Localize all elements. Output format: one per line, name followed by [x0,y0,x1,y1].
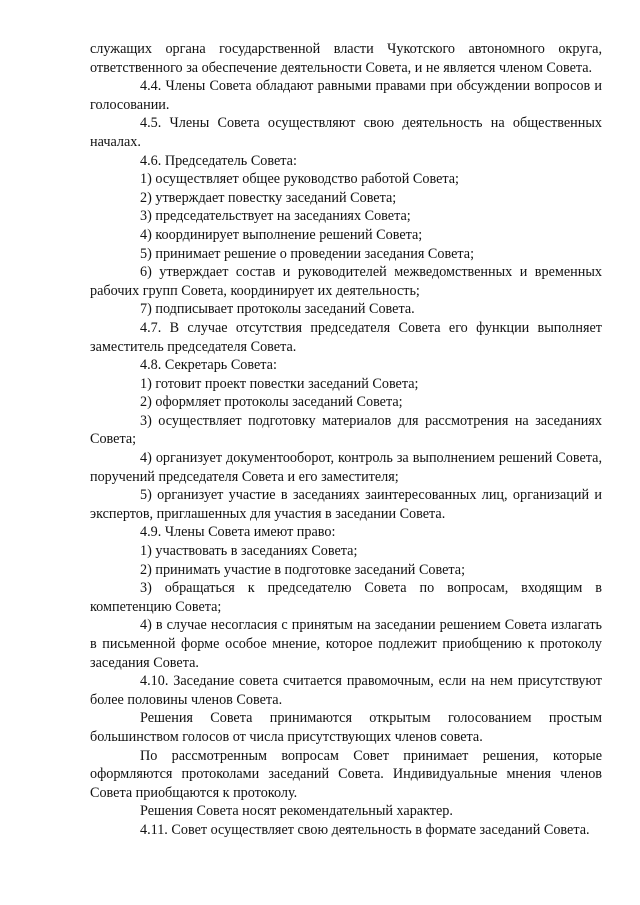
paragraph: 6) утверждает состав и руководителей межведомственных и временных рабочих групп Совета, координирует их деятельность; [90,264,602,299]
paragraph: 3) осуществляет подготовку материалов для рассмотрения на заседаниях Совета; [90,412,602,448]
paragraph: служащих органа государственной власти Чукотского автономного округа, ответственного за обеспечение деятельности Совета, и не является членом Совета. [90,41,602,76]
paragraph: 4.6. Председатель Совета: [140,152,297,169]
paragraph: 4) в случае несогласия с принятым на заседании решением Совета излагать в письменной форме особое мнение, которое подлежит приобщению к протоколу заседания Совета. [90,617,602,671]
paragraph: 3) обращаться к председателю Совета по вопросам, входящим в компетенцию Совета; [90,580,602,615]
paragraph: 7) подписывает протоколы заседаний Совета. [140,301,415,318]
paragraph: 3) председательствует на заседаниях Совета; [140,208,411,225]
paragraph: 5) организует участие в заседаниях заинтересованных лиц, организаций и экспертов, приглашенных для участия в заседании Совета. [90,487,602,522]
paragraph: 4.11. Совет осуществляет свою деятельность в формате заседаний Совета. [140,821,590,838]
paragraph: 4.4. Члены Совета обладают равными правами при обсуждении вопросов и голосовании. [90,78,602,113]
paragraph: Решения Совета принимаются открытым голосованием простым большинством голосов от числа присутствующих членов совета. [90,710,602,745]
paragraph: 5) принимает решение о проведении заседания Совета; [140,245,475,262]
paragraph: 4.9. Члены Совета имеют право: [140,524,336,541]
paragraph: 1) осуществляет общее руководство работой Совета; [140,171,459,188]
paragraph: 4) координирует выполнение решений Совета; [140,226,423,243]
paragraph: 2) оформляет протоколы заседаний Совета; [140,394,403,411]
document-body [90,40,602,840]
paragraph: 2) принимать участие в подготовке заседаний Совета; [140,561,466,578]
paragraph: 4.7. В случае отсутствия председателя Совета его функции выполняет заместитель председателя Совета. [90,319,602,355]
paragraph: По рассмотренным вопросам Совет принимает решения, которые оформляются протоколами заседаний Совета. Индивидуальные мнения членов Совета приобщаются к протоколу. [90,747,602,801]
paragraph: 4.8. Секретарь Совета: [140,357,277,374]
paragraph: Решения Совета носят рекомендательный характер. [140,803,453,820]
paragraph: 4.5. Члены Совета осуществляют свою деятельность на общественных началах. [90,115,602,150]
paragraph: 4) организует документооборот, контроль за выполнением решений Совета, поручений председателя Совета и его заместителя; [90,450,602,485]
paragraph: 1) готовит проект повестки заседаний Совета; [140,375,419,392]
paragraph: 4.10. Заседание совета считается правомочным, если на нем присутствуют более половины членов Совета. [90,673,602,708]
paragraph: 1) участвовать в заседаниях Совета; [140,543,358,560]
paragraph: 2) утверждает повестку заседаний Совета; [140,189,397,206]
